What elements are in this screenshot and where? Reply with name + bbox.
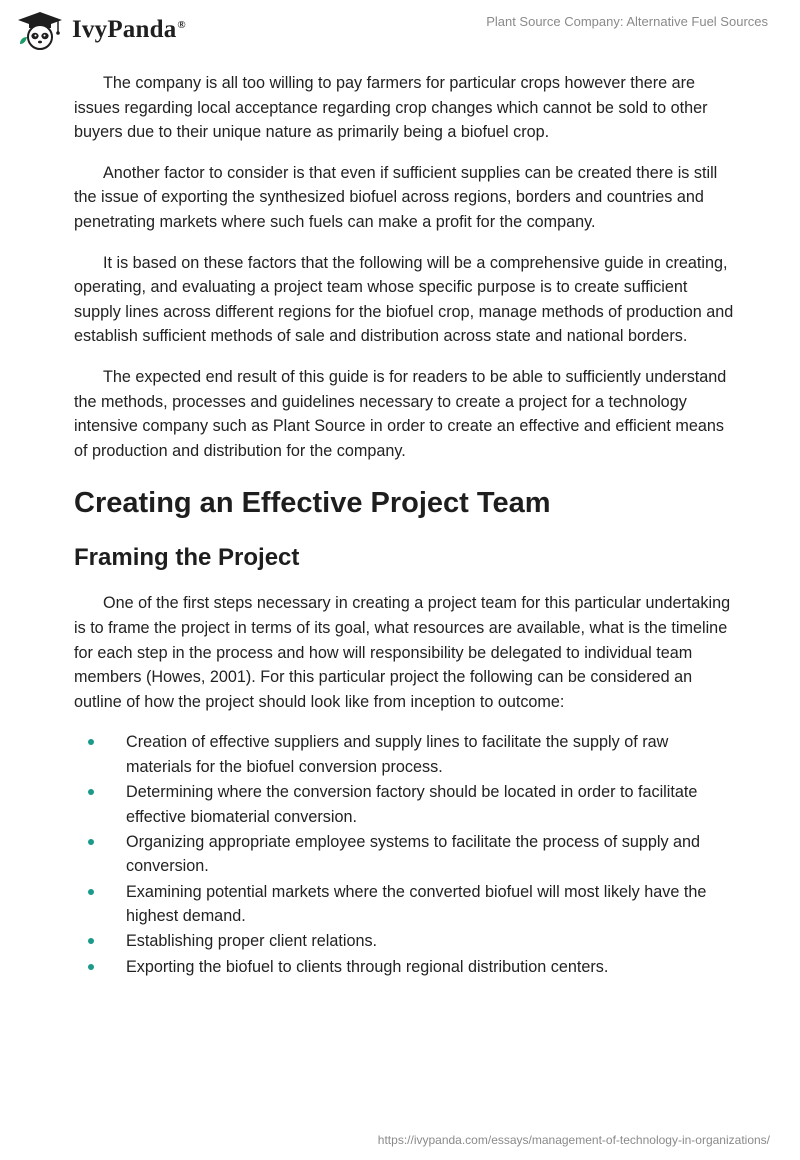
- list-item-text: Organizing appropriate employee systems to facilitate the process of supply and conversion.: [126, 832, 701, 876]
- list-item-text: Exporting the biofuel to clients through regional distribution centers.: [126, 957, 609, 976]
- bullet-icon: [88, 789, 94, 795]
- list-item-text: Creation of effective suppliers and supply lines to facilitate the supply of raw materials for the biofuel conversion process.: [126, 733, 669, 776]
- brand-name: [72, 16, 186, 44]
- list-item-text: Determining where the conversion factory should be located in order to facilitate effective biomaterial conversion.: [126, 783, 698, 826]
- ivypanda-logo[interactable]: [14, 10, 186, 50]
- paragraph: The expected end result of this guide is for readers to be able to sufficiently understand the methods, processes and guidelines necessary to create a project for a technology intensive company such as Plant Source in order to create an effective and efficient means of production and distribution for the company.: [74, 367, 727, 460]
- brand-name-text: IvyPanda: [72, 16, 177, 43]
- list-item: [74, 730, 734, 779]
- paragraph: It is based on these factors that the following will be a comprehensive guide in creating, operating, and evaluating a project team whose specific purpose is to create sufficient supply lines across different regions for the biofuel crop, manage methods of production and establish sufficient methods of sale and distribution across state and national borders.: [74, 253, 734, 346]
- panda-graduate-icon: [14, 10, 66, 50]
- article-body: [74, 71, 734, 980]
- list-item: [74, 780, 734, 829]
- bullet-icon: [88, 889, 94, 895]
- registered-mark: ®: [177, 18, 186, 31]
- paragraph: One of the first steps necessary in creating a project team for this particular undertaking is to frame the project in terms of its goal, what resources are available, what is the timeline for each step in the process and how will responsibility be delegated to individual team members (Howes, 2001). For this particular project the following can be considered an outline of how the project should look like from inception to outcome:: [74, 594, 731, 711]
- list-item: [74, 830, 734, 879]
- list-item: [74, 929, 734, 954]
- bullet-icon: [88, 839, 94, 845]
- source-url[interactable]: https://ivypanda.com/essays/management-of-technology-in-organizations/: [377, 1133, 770, 1147]
- bullet-icon: [88, 739, 94, 745]
- list-item: [74, 880, 734, 929]
- list-item-text: Establishing proper client relations.: [126, 932, 378, 951]
- paragraph: Another factor to consider is that even if sufficient supplies can be created there is still the issue of exporting the synthesized biofuel across regions, borders and countries and penetrating markets where such fuels can make a profit for the company.: [74, 163, 718, 231]
- section-heading: Creating an Effective Project Team: [74, 487, 551, 520]
- bullet-icon: [88, 938, 94, 944]
- paragraph: The company is all too willing to pay farmers for particular crops however there are issues regarding local acceptance regarding crop changes which cannot be sold to other buyers due to their unique nature as primarily being a biofuel crop.: [74, 74, 708, 142]
- document-title: Plant Source Company: Alternative Fuel Sources: [486, 14, 768, 29]
- list-item-text: Examining potential markets where the converted biofuel will most likely have the highest demand.: [126, 882, 707, 926]
- bullet-icon: [88, 964, 94, 970]
- page-header: [0, 0, 800, 64]
- list-item: [74, 955, 734, 980]
- project-outline-list: [74, 730, 734, 979]
- subsection-heading: Framing the Project: [74, 544, 300, 572]
